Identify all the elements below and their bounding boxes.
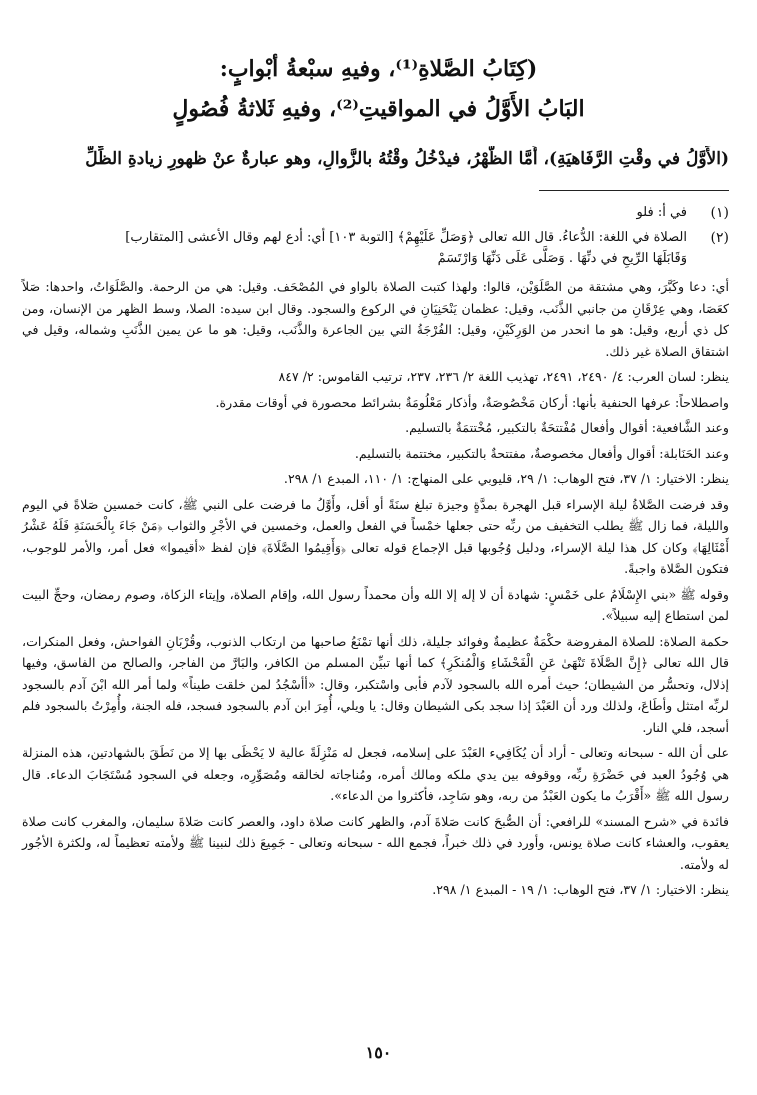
footnote-2-marker: (٢) <box>710 230 729 246</box>
footnote-paragraph: ينظر: الاختيار: ١/ ٣٧، فتح الوهاب: ١/ ١٩ - المبدع ١/ ٢٩٨. <box>432 882 729 897</box>
footnote-paragraph: حكمة الصلاة: للصلاة المفروضة حكْمَةٌ عظيمةٌ وفوائد جليلة، ذلك أنها تمْنَعُ صاحبها من ارتكاب الذنوب، وقُرْبَانِ الفواحش، وفعل المنكرات، قال الله تعالى ﴿إِنَّ الصَّلَاةَ تَنْهَىٰ عَنِ الْفَحْشَاءِ وَالْمُنكَرِ﴾ كما أنها تبيِّن المسلم من الكافر، والبَارَّ من الفاجر، والصالح من الفاسق، وفيها إذلال، وتحسُّر من الشيطان؛ حيث أمره الله بالسجود لآدم فأبى واسْتكبر، وقال: «أأسْجُدُ لمن خلقت طيناً» ولما أمر الله ابْنَ آدم بالسجود لربِّه امتثل وأطَاعَ، ولذلك ورد أن العَبْدَ إذا سجد بكى الشيطان وقال: يا ويلي، أُمِرَ ابن آدم بالسجود فسجد، فله الجنة، وأُمِرْتُ بالسجود فلم أسجد، فلي النار. <box>22 633 729 735</box>
footnote-paragraph: على أن الله - سبحانه وتعالى - أراد أن يُكَافِيء العَبْدَ على إسلامه، فجعل له مَنْزِلَةً عالية لا يَحْظَى بها إلا من نَطَقَ بالشهادتين، هذه المنزلة هي وُجُودُ العبد في حَضْرَةِ ربِّه، ووقوفه بين يدي ملكه ومالك أمره، ومُناجاته لخالقه ومُصَوِّرِه، وجعله في السجود مُسْتَجَابَ الدعاء. قال رسول الله ﷺ «أَقْرَبُ ما يكون العَبْدُ من ربه، وهو سَاجِد، فأكثروا من الدعاء». <box>22 745 729 803</box>
footnote-paragraph: فائدة في «شرح المسند» للرافعي: أن الصُّبحَ كانت صَلاةَ آدم، والظهر كانت صلاة داود، والعصر كانت صَلاةَ سليمان، والمغرب كانت صلاة يعقوب، والعشاء كانت صلاة يونس، وأورد في ذلك خبراً، فجمع الله - سبحانه وتعالى - جَمِيعَ ذلك لنبينا ﷺ ولأمته تعظيماً له، ولكثرة الأجُور له ولأمته. <box>22 813 729 872</box>
footnote-paragraph: أي: دعا وكَبَّرَ، وهي مشتقة من الصَّلَوَيْن، قالوا: ولهذا كتبت الصلاة بالواو في المُصْحَف. وقيل: هي من الرحمة. والصَّلَوَاتُ، واحدها: صَلاً كعَصَا، وهي عِرْقَانِ من جانبي الذَّنَب، وقيل: عظمان يَنْحَنِيَانِ في الركوع والسجود. وقال ابن سيده: الصلا، وسط الظهر من الإنسان، ومن كل ذي أربع، وقيل: هو ما انحدر من الوَرِكَيْنِ، وقيل: الفُرْجَةُ التي بين الجاعرة والذَّنَب، وقيل: هو ما عن يمين الذَّنَبِ وشماله، وقيل في اشتقاق الصلاة غير ذلك. <box>22 279 729 359</box>
footnote-separator <box>539 190 729 191</box>
section-intro: (الأَوَّلُ في وقْتِ الرَّفَاهيَةِ)، أَمَّا الظُّهْرُ، فيدْخُلُ وقْتُهُ بالزَّوالِ، وهو عبارةٌ عنْ ظهورِ زيادةِ الظِّلِّ <box>85 149 729 169</box>
footnote-1-text: في أ: فلو <box>636 205 687 220</box>
footnote-paragraph: وقد فرضت الصَّلاةُ ليلة الإسراء قبل الهجرة بمدَّةٍ وجيزة تبلغ سنَةً أو أقل، وأَوَّلُ ما فرضت على النبي ﷺ، كانت خمسين صَلاةً في اليوم والليلة، فما زال ﷺ يطلب التخفيف من ربِّه حتى جعلها خمْساً في الفعل والعمل، وخمسين في الأجْرِ والثواب ﴿مَنْ جَاءَ بِالْحَسَنَةِ فَلَهُ عَشْرُ أَمْثَالِهَا﴾ وكان كل هذا ليلة الإسراء، ودليل وُجُوبها قبل الإجماع قوله تعالى ﴿وَأَقِيمُوا الصَّلَاةَ﴾ فإن لفظ «أقيموا» فعل أمر، والأمر للوجوب، فتكون الصَّلاة واجبةً. <box>22 496 729 576</box>
footnote-1-marker: (١) <box>710 205 729 221</box>
book-title: (كِتَابُ الصَّلاةِ⁽¹⁾، وفيهِ سبْعةُ أبْوابٍ: <box>219 56 538 82</box>
footnote-paragraph: ينظر: لسان العرب: ٤/ ٢٤٩٠، ٢٤٩١، تهذيب اللغة ٢/ ٢٣٦، ٢٣٧، ترتيب القاموس: ٢/ ٨٤٧ <box>278 369 729 384</box>
footnote-2-heading: الصلاة في اللغة: الدُّعاءُ. قال الله تعالى ﴿وَصَلِّ عَلَيْهِمْ﴾ [التوبة ١٠٣] أي: أدع لهم وقال الأعشى [المتقارب] <box>125 230 687 245</box>
footnote-paragraph: وقوله ﷺ «بني الإِسْلَامُ على خَمْسٍ: شهادة أن لا إله إلا الله وأن محمداً رسول الله، وإقام الصلاة، وإيتاء الزكاة، وصوم رمضان، وحجِّ البيت لمن استطاع إليه سبيلاً». <box>22 586 729 623</box>
page-number: ١٥٠ <box>365 1043 392 1062</box>
footnote-2-body <box>22 276 729 905</box>
footnote-paragraph: وعند الحَنَابلة: أقوال وأفعال مخصوصةٌ، مفتتحةٌ بالتكبير، مختتمة بالتسليم. <box>354 445 729 461</box>
footnote-paragraph: وعند الشَّافعية: أقوال وأفعال مُفْتتحَةٌ بالتكبير، مُخْتتمَةٌ بالتسليم. <box>405 420 729 435</box>
footnote-paragraph: واصطلاحاً: عرفها الحنفية بأنها: أركان مَخْصُوصَةٌ، وأذكار مَعْلُومَةٌ بشرائط محصورة في أوقات مقدرة. <box>215 394 729 410</box>
chapter-title: البَابُ الأَوَّلُ في المواقيتِ⁽²⁾، وفيهِ ثَلاثةُ فُصُولٍ <box>172 96 585 122</box>
footnote-paragraph: ينظر: الاختيار: ١/ ٣٧، فتح الوهاب: ١/ ٢٩، قليوبي على المنهاج: ١/ ١١٠، المبدع ١/ ٢٩٨. <box>283 471 729 486</box>
footnote-2-verse: وَقَابَلَهَا الرِّيحِ في دنِّهَا . وَصَلَّى عَلَى دَنِّهَا وَارْتَسَمْ <box>437 251 687 266</box>
